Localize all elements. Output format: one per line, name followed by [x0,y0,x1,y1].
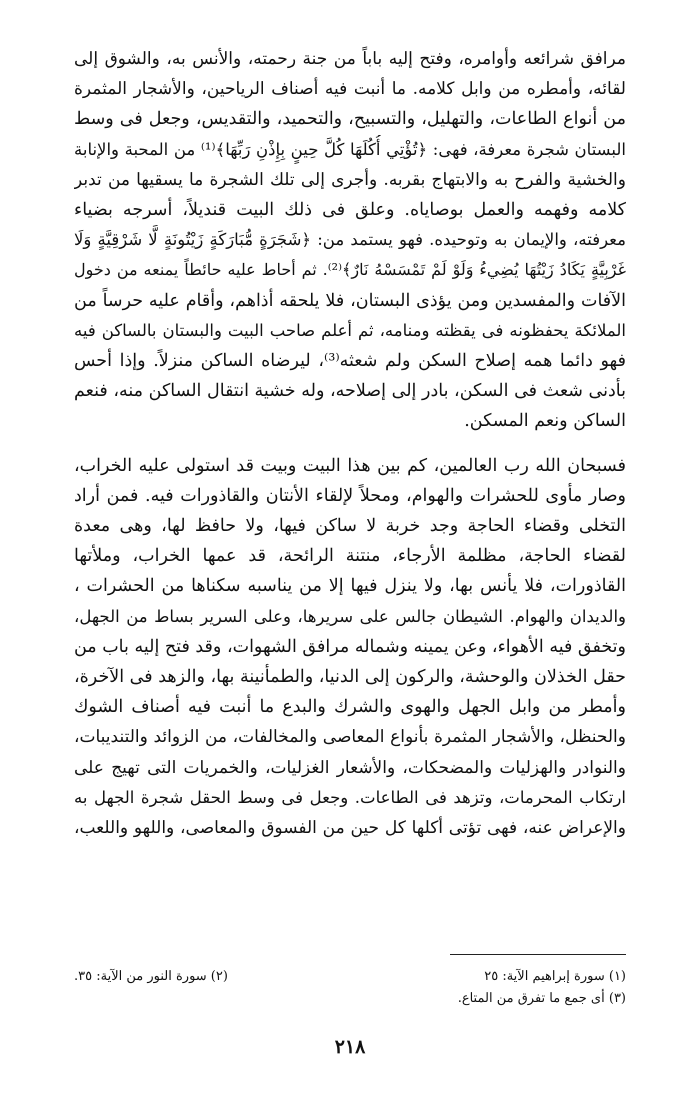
text-line: والخشية والفرح به والابتهاج بقربه. وأجرى إلى تلك الشجرة ما يسقيها من تدبر [74,169,626,190]
text-line: والنوادر والهزليات والمضحكات، والأشعار الغزليات، والخمريات التى تهيج على [74,757,626,778]
text-line: والديدان والهوام. الشيطان جالس على سريرها، وعلى السرير بساط من الجهل، [74,606,626,626]
footnote-3: (٣) أى جمع ما تفرق من المتاع. [457,991,626,1006]
text-line: ارتكاب المحرمات، وتزهد فى الطاعات. وجعل فى وسط الحقل شجرة الجهل به [74,787,626,807]
text-line: حقل الخذلان والوحشة، والركون إلى الدنيا، والطمأنينة بها، والزهد فى الآخرة، [74,667,626,688]
footnote-divider [450,954,626,955]
footnote-row [74,966,626,988]
text-line: فسبحان الله رب العالمين، كم بين هذا البيت وبيت قد استولى عليه الخراب، [74,455,626,476]
footnotes [74,966,626,1010]
text-line: القاذورات، فلا يأنس بها، ولا ينزل فيها إلا من يناسبه سكناها من الحشرات ، [74,576,626,597]
footnote-2: (٢) سورة النور من الآية: ٣٥. [74,969,228,984]
text-line: لقضاء الحاجة، مظلمة الأرجاء، منتنة الرائحة، قد عمها الخراب، وملأتها [74,546,626,567]
text-line: الساكن ونعم المسكن. [464,411,626,432]
text-line: الملائكة يحفظونه فى يقظته ومنامه، ثم أعلم صاحب البيت والبستان بالساكن فيه [74,320,626,340]
text-line: لقائه، وأمطره من وابل كلامه. ما أنبت فيه أصناف الرياحين، والأشجار المثمرة [74,79,626,100]
text-line: التخلى وقضاء الحاجة وجد خربة لا ساكن فيها، ولا حافظ لها، وهى معدة [74,516,626,537]
text-line: بأدنى شعث فى السكن، بادر إلى إصلاحه، وله خشية انتقال الساكن منه، فنعم [74,381,626,402]
page-number: ٢١٨ [334,1036,366,1058]
text-line: البستان شجرة معرفة، فهى: ﴿تُؤْتِي أُكُلَهَا كُلَّ حِينٍ بِإِذْنِ رَبِّهَا﴾⁽¹⁾ من المحبة والإنابة [74,139,626,159]
text-line: والإعراض عنه، فهى تؤتى أكلها كل حين من الفسوق والمعاصى، واللهو واللعب، [74,818,626,839]
text-line: كلامه وفهمه والعمل بوصاياه. وعلق فى ذلك البيت قنديلاً، أسرجه بضياء [74,200,626,221]
paragraph-spacer [74,437,626,451]
text-line: وتخفق فيه الأهواء، وعن يمينه وشماله مرافق الشهوات، وقد فتح إليه باب من [74,636,626,657]
footnote-row [74,988,626,1010]
paragraph-1 [74,44,626,437]
text-line: من أنواع الطاعات، والتهليل، والتسبيح، والتحميد، والتقديس، وجعل فى وسط [74,109,626,130]
book-page [74,44,626,1084]
text-line: وأمطر من وابل الجهل والهوى والشرك والبدع ما أنبت فيه أصناف الشوك [74,697,626,718]
text-line: مرافق شرائعه وأوامره، وفتح إليه باباً من جنة رحمته، والأنس به، والشوق إلى [74,49,626,69]
text-line: الآفات والمفسدين ومن يؤذى البستان، فلا يلحقه أذاهم، وأقام عليه حرساً من [74,290,626,311]
text-line: غَرْبِيَّةٍ يَكَادُ زَيْتُهَا يُضِيءُ وَلَوْ لَمْ تَمْسَسْهُ نَارٌ﴾⁽²⁾. ثم أحاط عليه حائطاً يمنعه من دخول [74,260,626,280]
text-line: وصار مأوى للحشرات والهوام، ومحلاً لإلقاء الأنتان والقاذورات فيه. فمن أراد [74,485,626,506]
text-line: والحنظل، والأشجار المثمرة بأنواع المعاصى والمخالفات، من الزوائد والتنديبات، [74,727,626,748]
text-line: فهو دائما همه إصلاح السكن ولم شعثه⁽³⁾، ليرضاه الساكن منزلاً. وإذا أحس [74,351,626,372]
paragraph-2 [74,451,626,844]
text-line: معرفته، والإيمان به وتوحيده. فهو يستمد من: ﴿شَجَرَةٍ مُّبَارَكَةٍ زَيْتُونَةٍ لَّا شَرْقِيَّةٍ وَلَا [74,230,626,250]
footnote-1: (١) سورة إبراهيم الآية: ٢٥ [484,969,626,984]
